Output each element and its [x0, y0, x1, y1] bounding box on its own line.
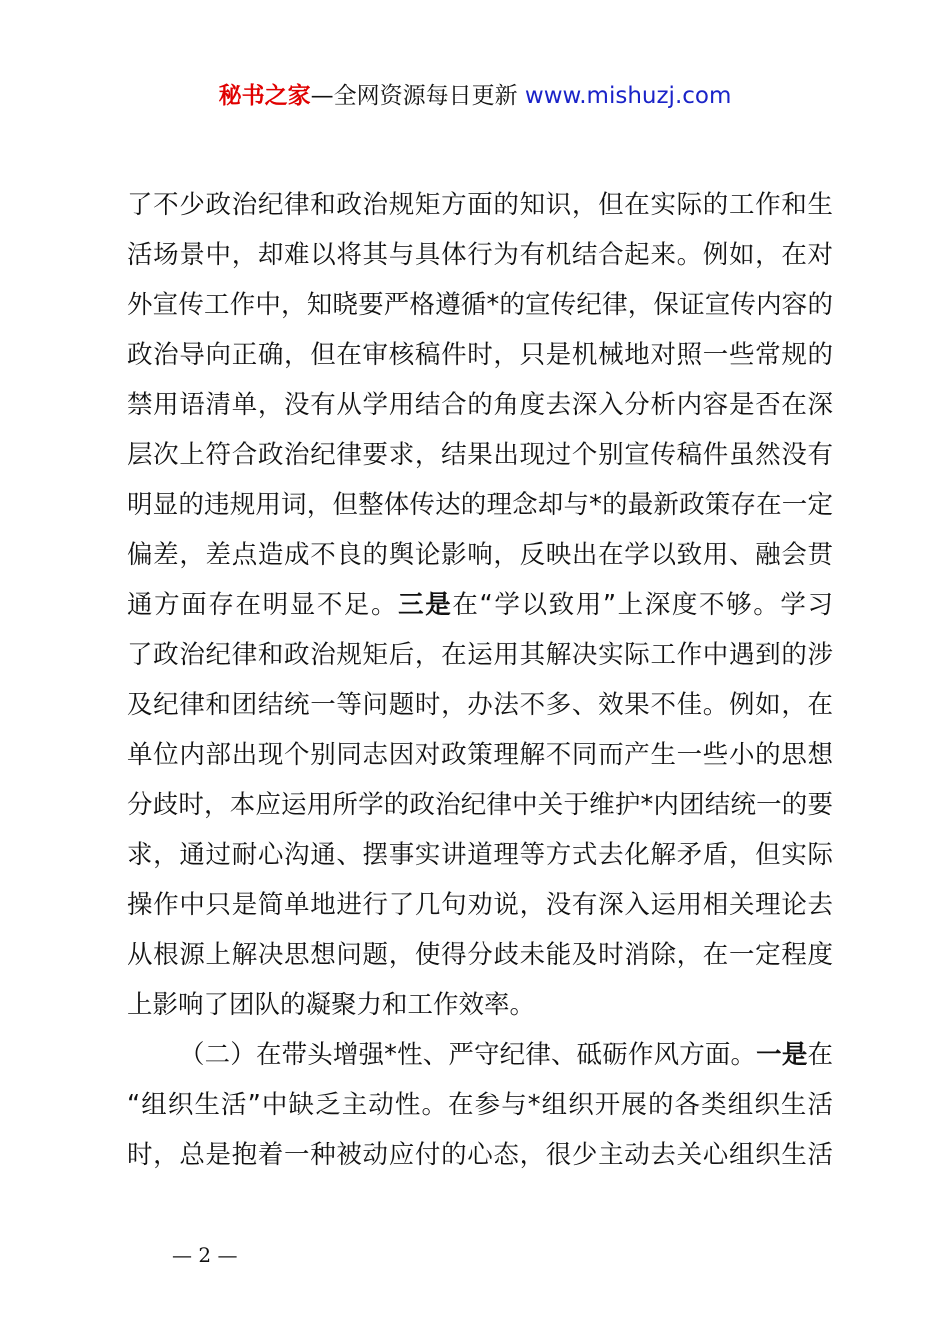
- text-line: 了政治纪律和政治规矩后，在运用其解决实际工作中遇到的涉: [127, 640, 833, 670]
- site-header: [0, 80, 950, 112]
- text-run: 在: [807, 1040, 833, 1070]
- text-line: 政治导向正确，但在审核稿件时，只是机械地对照一些常规的: [127, 340, 833, 370]
- section-heading: （二）在带头增强*性、严守纪律、砥砺作风方面。: [179, 1040, 757, 1070]
- text-run: 通方面存在明显不足。: [127, 590, 399, 620]
- text-line: 单位内部出现个别同志因对政策理解不同而产生一些小的思想: [127, 740, 833, 770]
- text-line: 及纪律和团结统一等问题时，办法不多、效果不佳。例如，在: [127, 690, 833, 720]
- text-line: 上影响了团队的凝聚力和工作效率。: [127, 990, 536, 1020]
- document-body: [127, 180, 833, 1180]
- text-line: 明显的违规用词，但整体传达的理念却与*的最新政策存在一定: [127, 490, 833, 520]
- site-url-link[interactable]: www.mishuzj.com: [524, 83, 732, 109]
- text-line: 禁用语清单，没有从学用结合的角度去深入分析内容是否在深: [127, 390, 833, 420]
- text-line: 了不少政治纪律和政治规矩方面的知识，但在实际的工作和生: [127, 190, 833, 220]
- text-line: 求，通过耐心沟通、摆事实讲道理等方式去化解矛盾，但实际: [127, 840, 833, 870]
- emphasis-ordinal: 三是: [398, 590, 453, 620]
- emphasis-ordinal: 一是: [756, 1040, 808, 1070]
- header-tagline: —全网资源每日更新: [310, 83, 518, 109]
- text-line: 时，总是抱着一种被动应付的心态，很少主动去关心组织生活: [127, 1140, 833, 1170]
- text-line: 偏差，差点造成不良的舆论影响，反映出在学以致用、融会贯: [127, 540, 833, 570]
- text-line: [127, 580, 833, 630]
- text-line: 操作中只是简单地进行了几句劝说，没有深入运用相关理论去: [127, 890, 833, 920]
- text-line: 从根源上解决思想问题，使得分歧未能及时消除，在一定程度: [127, 940, 833, 970]
- text-run: 在“学以致用”上深度不够。学习: [452, 590, 833, 620]
- brand-name: 秘书之家: [218, 83, 311, 109]
- section-heading-line: [127, 1030, 833, 1080]
- text-line: 活场景中，却难以将其与具体行为有机结合起来。例如，在对: [127, 240, 833, 270]
- page-number: — 2 —: [172, 1243, 238, 1267]
- text-line: 层次上符合政治纪律要求，结果出现过个别宣传稿件虽然没有: [127, 440, 833, 470]
- text-line: 分歧时，本应运用所学的政治纪律中关于维护*内团结统一的要: [127, 790, 833, 820]
- text-line: “组织生活”中缺乏主动性。在参与*组织开展的各类组织生活: [127, 1090, 833, 1120]
- text-line: 外宣传工作中，知晓要严格遵循*的宣传纪律，保证宣传内容的: [127, 290, 833, 320]
